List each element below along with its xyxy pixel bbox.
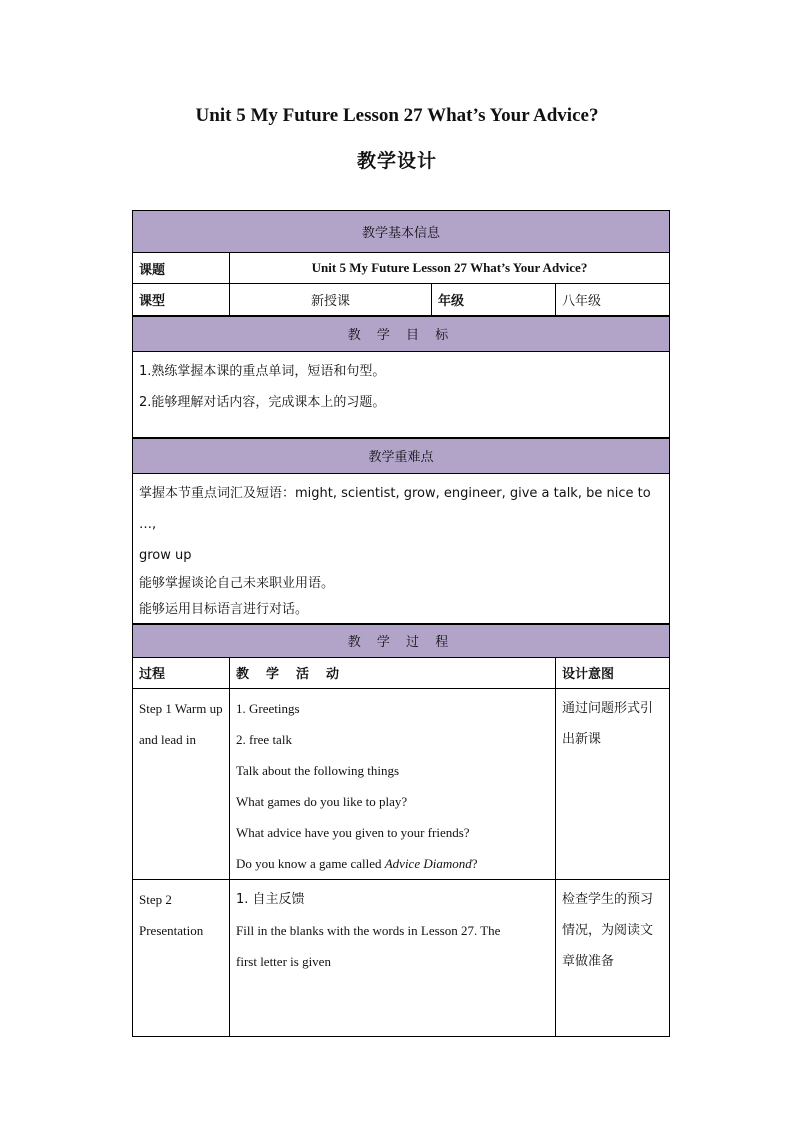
step-cell xyxy=(133,688,230,879)
step-line: Step 2 xyxy=(139,891,172,907)
section-basic-info: 教学基本信息 xyxy=(133,211,670,253)
key-points-content xyxy=(133,474,670,625)
section-key-points: 教学重难点 xyxy=(133,438,670,474)
activity-line: 1. Greetings xyxy=(236,700,300,716)
objective-item: 1.熟练掌握本课的重点单词，短语和句型。 xyxy=(139,364,386,379)
activity-line: 1. 自主反馈 xyxy=(236,891,305,907)
activity-text: Do you know a game called xyxy=(236,855,385,871)
topic-value: Unit 5 My Future Lesson 27 What’s Your Advice? xyxy=(230,253,670,284)
intent-line: 检查学生的预习 xyxy=(562,891,654,907)
activities-cell xyxy=(230,688,556,879)
document-subtitle: 教学设计 xyxy=(356,150,437,172)
activity-line: What games do you like to play? xyxy=(236,793,408,809)
document-title: Unit 5 My Future Lesson 27 What’s Your Advice? xyxy=(195,105,599,126)
table-row xyxy=(133,879,670,1036)
activity-line: Fill in the blanks with the words in Lesson 27. The xyxy=(236,922,501,938)
step-line: Step 1 Warm up xyxy=(139,700,223,716)
col-header-intent: 设计意图 xyxy=(556,657,670,688)
col-header-activities: 教 学 活 动 xyxy=(230,657,556,688)
table-row xyxy=(133,688,670,879)
game-name: Advice Diamond xyxy=(384,855,472,871)
intent-line: 通过问题形式引 xyxy=(562,700,654,716)
section-objectives: 教 学 目 标 xyxy=(133,316,670,352)
step-cell xyxy=(133,879,230,1036)
intent-line: 出新课 xyxy=(562,731,602,747)
activity-text: ? xyxy=(471,855,478,871)
activity-line: What advice have you given to your friends? xyxy=(236,824,470,840)
grade-value: 八年级 xyxy=(556,284,670,316)
key-point-line: 掌握本节重点词汇及短语：might, scientist, grow, engineer, give a talk, be nice to …, xyxy=(139,486,651,532)
key-point-line: grow up xyxy=(139,548,192,563)
col-header-step: 过程 xyxy=(133,657,230,688)
type-value: 新授课 xyxy=(230,284,432,316)
intent-line: 情况，为阅读文 xyxy=(562,922,654,938)
topic-label: 课题 xyxy=(133,253,230,284)
activity-line xyxy=(236,848,549,879)
activities-cell xyxy=(230,879,556,1036)
type-label: 课型 xyxy=(133,284,230,316)
step-line: Presentation xyxy=(139,922,204,938)
activity-line: 2. free talk xyxy=(236,731,292,747)
objective-item: 2.能够理解对话内容，完成课本上的习题。 xyxy=(139,395,386,410)
lesson-plan-table xyxy=(132,210,670,1037)
key-point-line: 能够运用目标语言进行对话。 xyxy=(139,602,309,617)
intent-cell xyxy=(556,879,670,1036)
step-line: and lead in xyxy=(139,731,197,747)
section-process: 教 学 过 程 xyxy=(133,624,670,657)
objectives-content xyxy=(133,352,670,438)
key-point-line: 能够掌握谈论自己未来职业用语。 xyxy=(139,576,335,591)
activity-line: first letter is given xyxy=(236,953,331,969)
intent-line: 章做准备 xyxy=(562,953,615,969)
intent-cell xyxy=(556,688,670,879)
activity-line: Talk about the following things xyxy=(236,762,400,778)
grade-label: 年级 xyxy=(432,284,556,316)
